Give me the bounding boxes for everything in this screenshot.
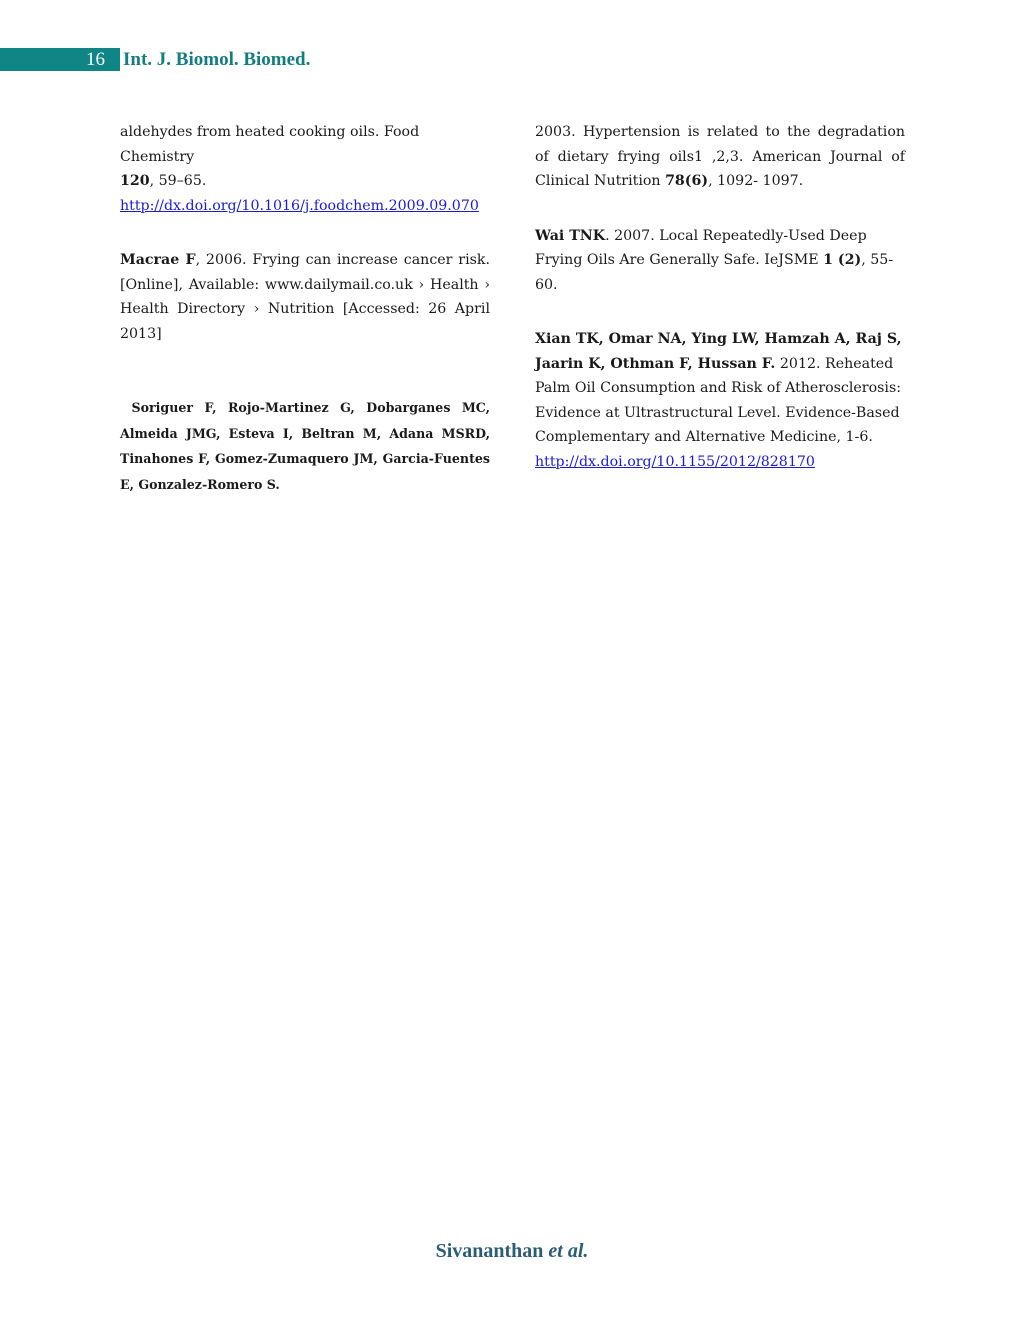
footer-author-name: Sivananthan bbox=[435, 1240, 549, 1262]
reference-author: Wai TNK bbox=[535, 227, 606, 244]
footer-author bbox=[0, 1240, 1024, 1263]
right-column bbox=[535, 120, 905, 474]
reference-authors: Soriguer F, Rojo-Martinez G, Dobarganes MC, Almeida JMG, Esteva I, Beltran M, Adana MSRD, Tinahones F, Gomez-Zumaquero JM, Garcia-Fuentes E, Gonzalez-Romero S. bbox=[120, 400, 490, 492]
reference-author: Macrae F bbox=[120, 252, 196, 268]
doi-link[interactable]: http://dx.doi.org/10.1016/j.foodchem.2009.09.070 bbox=[120, 197, 479, 214]
reference-volume: 120 bbox=[120, 173, 150, 189]
reference-text: aldehydes from heated cooking oils. Food Chemistry bbox=[120, 124, 420, 165]
doi-link[interactable]: http://dx.doi.org/10.1155/2012/828170 bbox=[535, 453, 815, 470]
reference-pages: , 1092- 1097. bbox=[708, 173, 804, 189]
left-column bbox=[120, 120, 490, 497]
reference-item bbox=[535, 224, 905, 298]
reference-item bbox=[535, 120, 905, 194]
reference-item bbox=[535, 327, 905, 474]
page-number: 16 bbox=[86, 49, 105, 70]
footer-et-al: et al. bbox=[548, 1240, 589, 1262]
reference-text: 2012. Reheated Palm Oil Consumption and Risk of Atherosclerosis: Evidence at Ultrastructural Level. Evidence-Based Complementary and Alternative Medicine, 1-6. bbox=[535, 355, 902, 445]
reference-item bbox=[120, 248, 490, 346]
reference-item bbox=[120, 395, 490, 497]
reference-pages: , 55- 60. bbox=[535, 252, 894, 293]
reference-volume: 78(6) bbox=[665, 173, 709, 189]
reference-text: , 2006. Frying can increase cancer risk. [Online], Available: www.dailymail.co.uk › Health › Health Directory › Nutrition [Accessed: 26 April 2013] bbox=[120, 252, 490, 342]
reference-item bbox=[120, 120, 490, 218]
reference-pages: , 59–65. bbox=[149, 173, 207, 189]
reference-text: . 2007. Local Repeatedly-Used Deep Frying Oils Are Generally Safe. IeJSME bbox=[535, 227, 867, 268]
reference-authors: Xian TK, Omar NA, Ying LW, Hamzah A, Raj S, Jaarin K, Othman F, Hussan F. bbox=[535, 331, 902, 372]
journal-title: Int. J. Biomol. Biomed. bbox=[123, 49, 311, 70]
reference-volume: 1 (2) bbox=[823, 252, 862, 268]
reference-text: 2003. Hypertension is related to the degradation of dietary frying oils1 ,2,3. American Journal of Clinical Nutrition bbox=[535, 124, 905, 189]
